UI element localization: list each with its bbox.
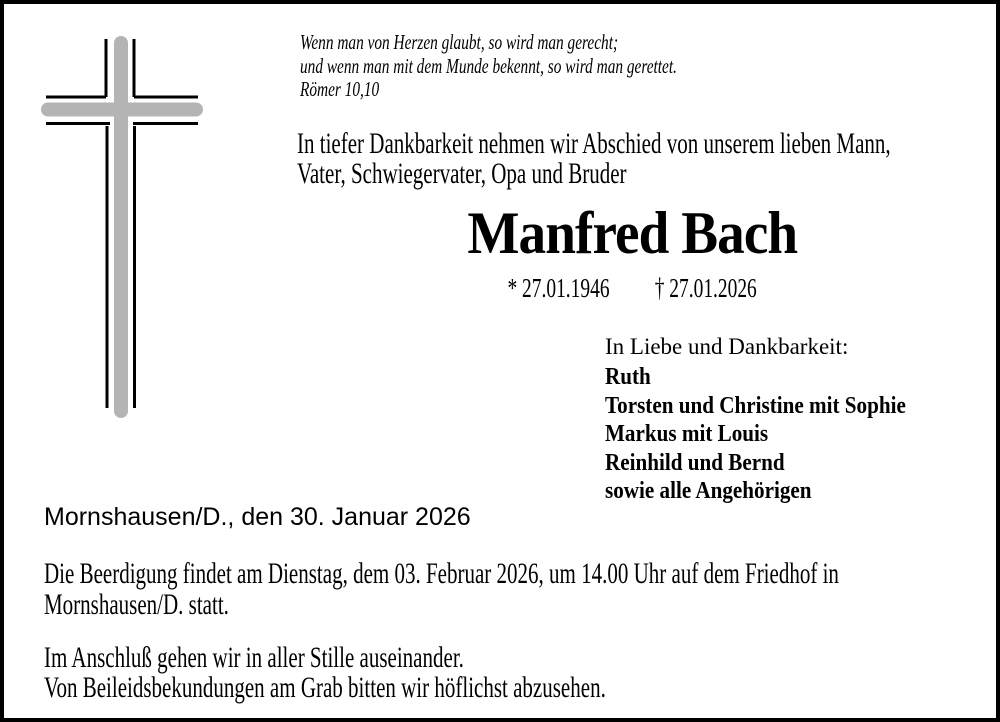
life-dates xyxy=(304,275,960,302)
mourner-name: Markus mit Louis xyxy=(605,421,769,447)
funeral-info-line: Die Beerdigung findet am Dienstag, dem 03. Februar 2026, um 14.00 Uhr auf dem Friedhof in xyxy=(44,557,839,590)
intro-line: Vater, Schwiegervater, Opa und Bruder xyxy=(297,156,627,190)
death-date: † 27.01.2026 xyxy=(654,273,757,303)
farewell-heading: In Liebe und Dankbarkeit: xyxy=(605,334,849,359)
mourner-name: Torsten und Christine mit Sophie xyxy=(605,392,906,419)
intro-text xyxy=(297,129,891,188)
place-date-line: Mornshausen/D., den 30. Januar 2026 xyxy=(44,503,471,531)
life-dates-inner xyxy=(507,275,756,302)
memorial-cross-icon xyxy=(30,30,220,436)
closing-note-line: Im Anschluß gehen wir in aller Stille auseinander. xyxy=(44,641,464,674)
mourners-list xyxy=(605,363,947,506)
closing-note-line: Von Beileidsbekundungen am Grab bitten wir höflichst abzusehen. xyxy=(44,670,606,704)
scripture-line: Wenn man von Herzen glaubt, so wird man gerecht; xyxy=(300,30,619,54)
mourner-name: Reinhild und Bernd xyxy=(605,449,785,476)
deceased-name-block xyxy=(304,200,960,266)
mourner-name: sowie alle Angehörigen xyxy=(605,478,812,504)
closing-note xyxy=(44,643,606,702)
birth-date: * 27.01.1946 xyxy=(507,273,610,303)
scripture-line: und wenn man mit dem Munde bekennt, so wird man gerettet. xyxy=(300,53,677,78)
scripture-reference: Römer 10,10 xyxy=(300,77,380,101)
funeral-info-line: Mornshausen/D. statt. xyxy=(44,587,229,621)
mourner-name: Ruth xyxy=(605,364,651,390)
funeral-info xyxy=(44,559,839,620)
intro-line: In tiefer Dankbarkeit nehmen wir Abschied von unserem lieben Mann, xyxy=(297,127,891,160)
scripture-quote xyxy=(300,31,709,102)
deceased-name: Manfred Bach xyxy=(467,200,797,266)
